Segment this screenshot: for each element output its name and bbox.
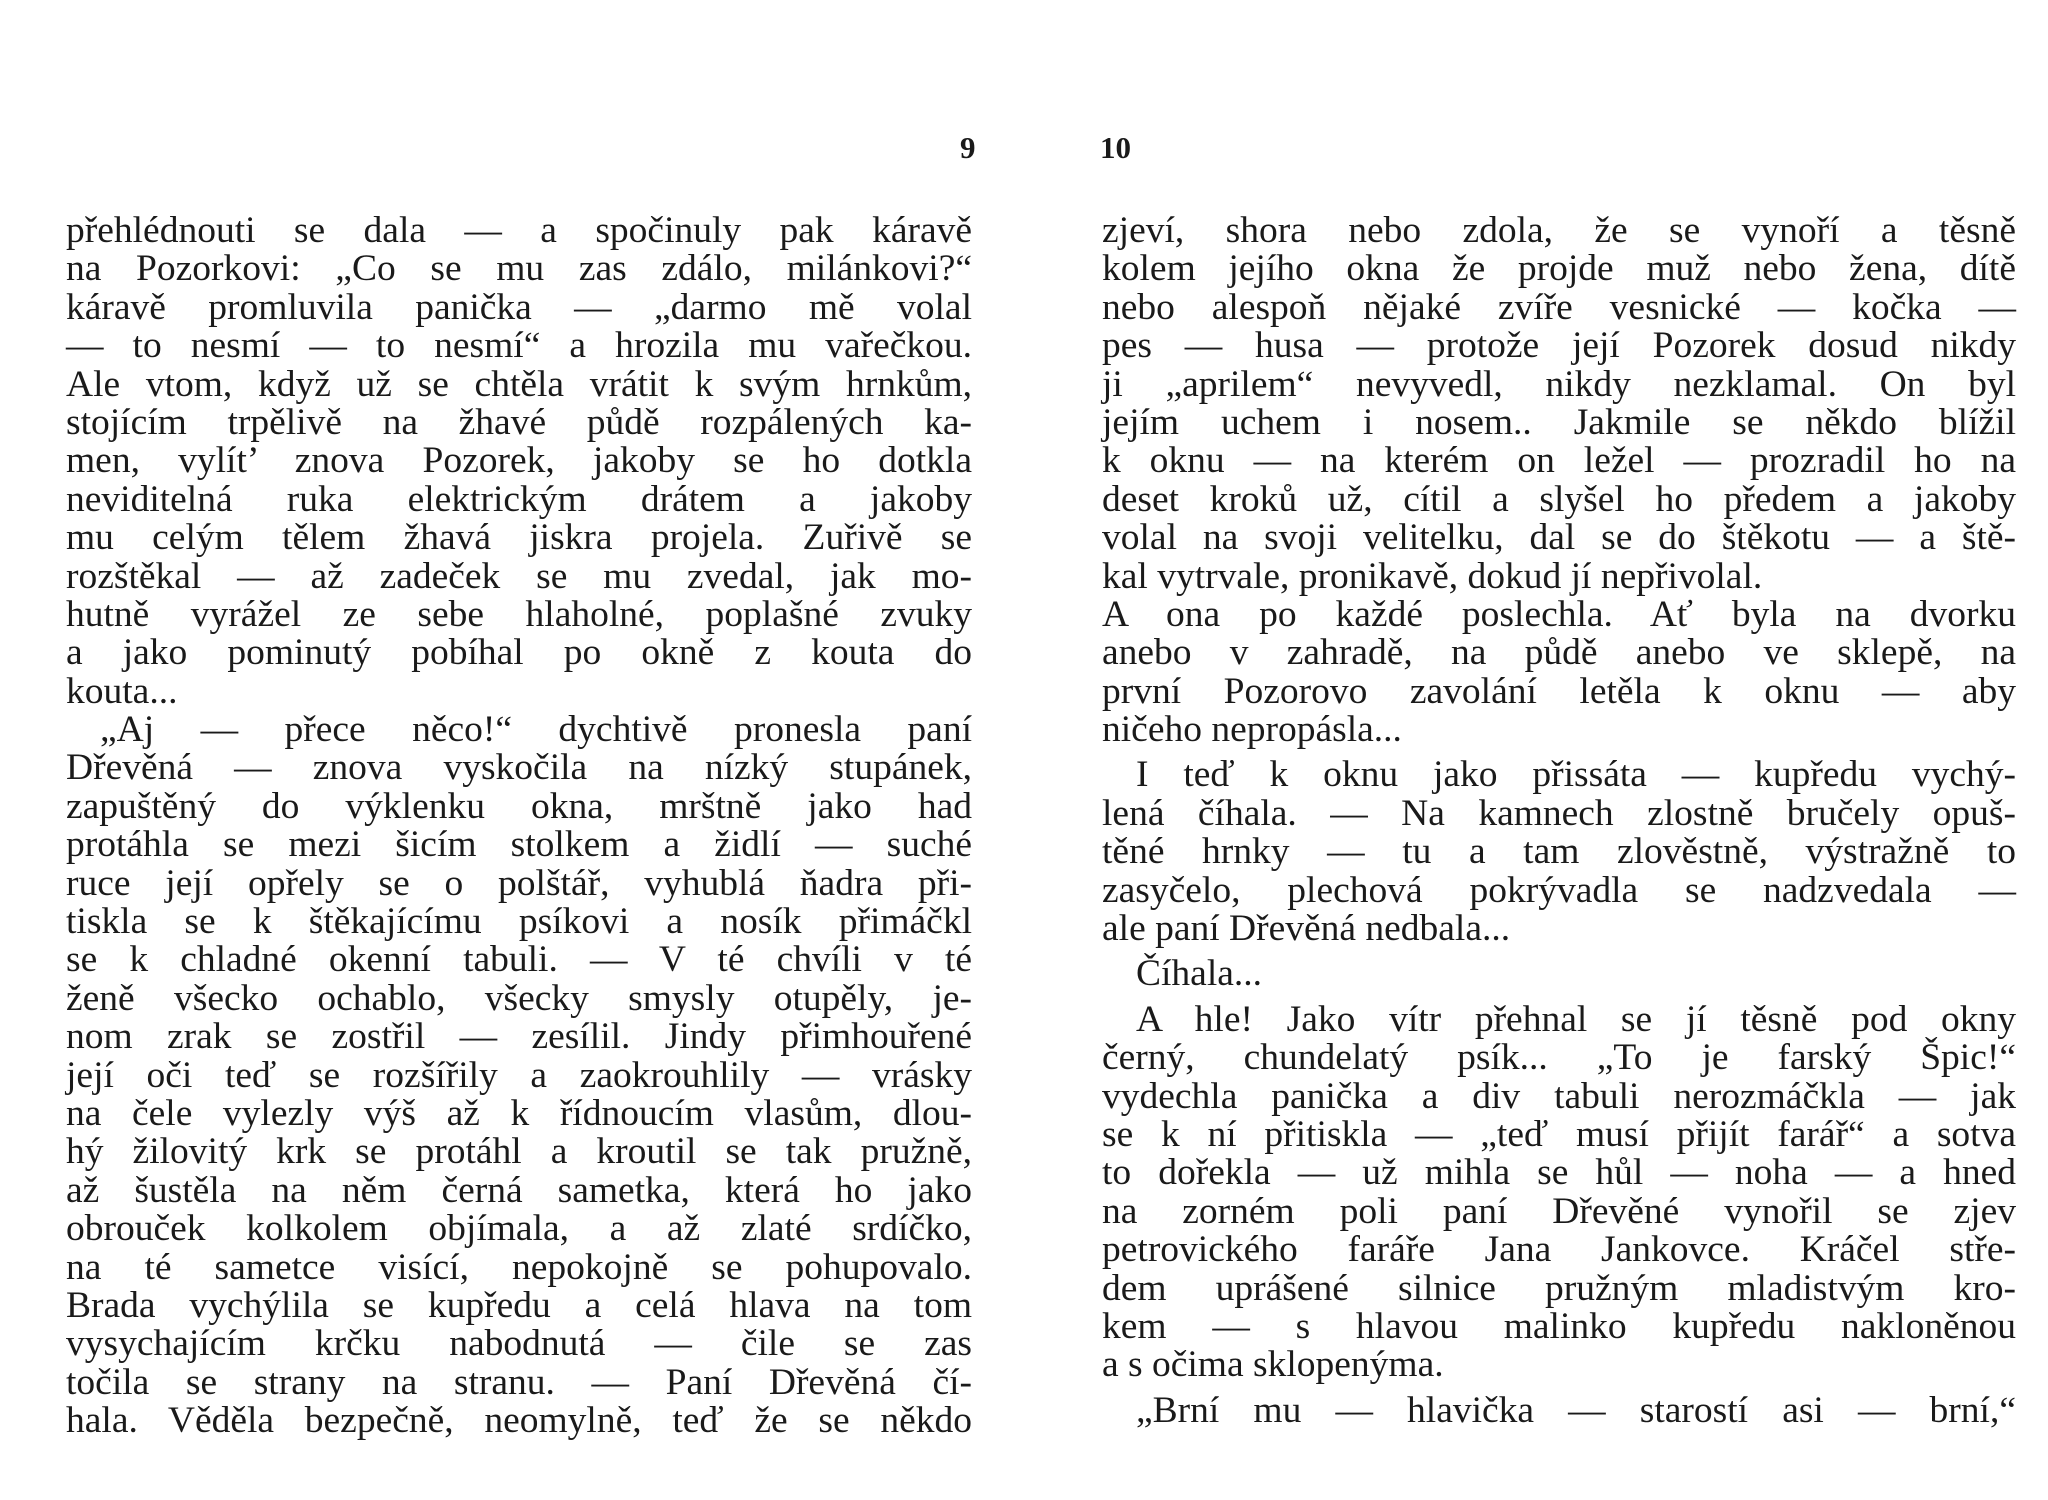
text-line: točila se strany na stranu. — Paní Dřevěná čí- (66, 1361, 972, 1403)
text-line: a jako pominutý pobíhal po okně z kouta do (66, 632, 972, 674)
text-line: „Aj — přece něco!“ dychtivě pronesla paní (100, 709, 972, 751)
page-number: 9 (960, 130, 976, 165)
text-line: Brada vychýlila se kupředu a celá hlava na tom (66, 1284, 972, 1326)
text-line: černý, chundelatý psík... „To je farský Špic!“ (1102, 1037, 2016, 1079)
right-page (1024, 0, 2048, 1500)
text-line: ruce její opřely se o polštář, vyhublá ňadra při- (66, 862, 972, 904)
page-number: 10 (1100, 130, 1131, 165)
text-line: zjeví, shora nebo zdola, že se vynoří a těsně (1102, 210, 2016, 251)
text-line: dem uprášené silnice pružným mladistvým kro- (1102, 1267, 2016, 1309)
text-line: zasyčelo, plechová pokrývadla se nadzvedala — (1102, 869, 2016, 911)
text-line: A hle! Jako vítr přehnal se jí těsně pod okny (1136, 998, 2016, 1040)
text-line: kem — s hlavou malinko kupředu nakloněnou (1102, 1305, 2016, 1347)
text-line: mu celým tělem žhavá jiskra projela. Zuřivě se (66, 517, 972, 559)
text-line: „Brní mu — hlavička — starostí asi — brní,“ (1136, 1389, 2016, 1431)
text-line: vysychajícím krčku nabodnutá — čile se zas (66, 1323, 972, 1365)
text-line: nebo alespoň nějaké zvíře vesnické — kočka — (1102, 286, 2016, 328)
text-line: men, vylít’ znova Pozorek, jakoby se ho dotkla (66, 440, 972, 482)
text-line: zapuštěný do výklenku okna, mrštně jako had (66, 785, 972, 827)
body-text (66, 212, 972, 1441)
text-line: lená číhala. — Na kamnech zlostně bručely opuš- (1102, 792, 2016, 834)
text-line: hala. Věděla bezpečně, neomylně, teď že se někdo (66, 1400, 972, 1442)
text-line: ale paní Dřevěná nedbala... (1102, 908, 1511, 950)
text-line: se k ní přitiskla — „teď musí přijít farář“ a sotva (1102, 1113, 2016, 1155)
text-line: káravě promluvila panička — „darmo mě volal (66, 286, 972, 328)
text-line: na čele vylezly výš až k řídnoucím vlasům, dlou- (66, 1092, 972, 1134)
text-line: obrouček kolkolem objímala, a až zlaté srdíčko, (66, 1208, 972, 1250)
text-line: její oči teď se rozšířily a zaokrouhlily — vrásky (66, 1054, 972, 1096)
text-line: anebo v zahradě, na půdě anebo ve sklepě, na (1102, 632, 2016, 674)
body-text (1102, 212, 2016, 1430)
text-line: kal vytrvale, pronikavě, dokud jí nepřivolal. (1102, 555, 1763, 597)
text-line: přehlédnouti se dala — a spočinuly pak káravě (66, 210, 972, 251)
text-line: k oknu — na kterém on ležel — prozradil ho na (1102, 440, 2016, 482)
text-line: Číhala... (1136, 953, 1263, 995)
text-line: A ona po každé poslechla. Ať byla na dvorku (1102, 593, 2016, 635)
text-line: na zorném poli paní Dřevěné vynořil se zjev (1102, 1190, 2016, 1232)
text-line: — to nesmí — to nesmí“ a hrozila mu vařečkou. (66, 325, 972, 367)
text-line: Ale vtom, když už se chtěla vrátit k svým hrnkům, (66, 363, 972, 405)
text-line: Dřevěná — znova vyskočila na nízký stupánek, (66, 747, 972, 789)
text-line: deset kroků už, cítil a slyšel ho předem a jakoby (1102, 478, 2016, 520)
text-line: I teď k oknu jako přissáta — kupředu vychý- (1136, 754, 2016, 796)
text-line: na té sametce visící, nepokojně se pohupovalo. (66, 1246, 972, 1288)
text-line: a s očima sklopenýma. (1102, 1344, 1444, 1386)
text-line: to dořekla — už mihla se hůl — noha — a hned (1102, 1152, 2016, 1194)
text-line: pes — husa — protože její Pozorek dosud nikdy (1102, 325, 2016, 367)
text-line: ničeho nepropásla... (1102, 709, 1402, 751)
text-line: kolem jejího okna že projde muž nebo žena, dítě (1102, 248, 2016, 290)
text-line: jejím uchem i nosem.. Jakmile se někdo blížil (1102, 401, 2016, 443)
text-line: protáhla se mezi šicím stolkem a židlí — suché (66, 824, 972, 866)
text-line: tiskla se k štěkajícímu psíkovi a nosík přimáčkl (66, 901, 972, 943)
text-line: těné hrnky — tu a tam zlověstně, výstražně to (1102, 831, 2016, 873)
text-line: na Pozorkovi: „Co se mu zas zdálo, milánkovi?“ (66, 248, 972, 290)
text-line: hutně vyrážel ze sebe hlaholné, poplašné zvuky (66, 593, 972, 635)
text-line: stojícím trpělivě na žhavé půdě rozpálených ka- (66, 401, 972, 443)
text-line: první Pozorovo zavolání letěla k oknu — aby (1102, 670, 2016, 712)
text-line: neviditelná ruka elektrickým drátem a jakoby (66, 478, 972, 520)
text-line: nom zrak se zostřil — zesílil. Jindy přimhouřené (66, 1016, 972, 1058)
text-line: ženě všecko ochablo, všecky smysly otupěly, je- (66, 977, 972, 1019)
text-line: ji „aprilem“ nevyvedl, nikdy nezklamal. On byl (1102, 363, 2016, 405)
text-line: rozštěkal — až zadeček se mu zvedal, jak mo- (66, 555, 972, 597)
text-line: až šustěla na něm černá sametka, která ho jako (66, 1169, 972, 1211)
text-line: se k chladné okenní tabuli. — V té chvíli v té (66, 939, 972, 981)
text-line: kouta... (66, 670, 178, 712)
text-line: vydechla panička a div tabuli nerozmáčkla — jak (1102, 1075, 2016, 1117)
text-line: hý žilovitý krk se protáhl a kroutil se tak pružně, (66, 1131, 972, 1173)
text-line: petrovického faráře Jana Jankovce. Kráčel stře- (1102, 1229, 2016, 1271)
text-line: volal na svoji velitelku, dal se do štěkotu — a ště- (1102, 517, 2016, 559)
